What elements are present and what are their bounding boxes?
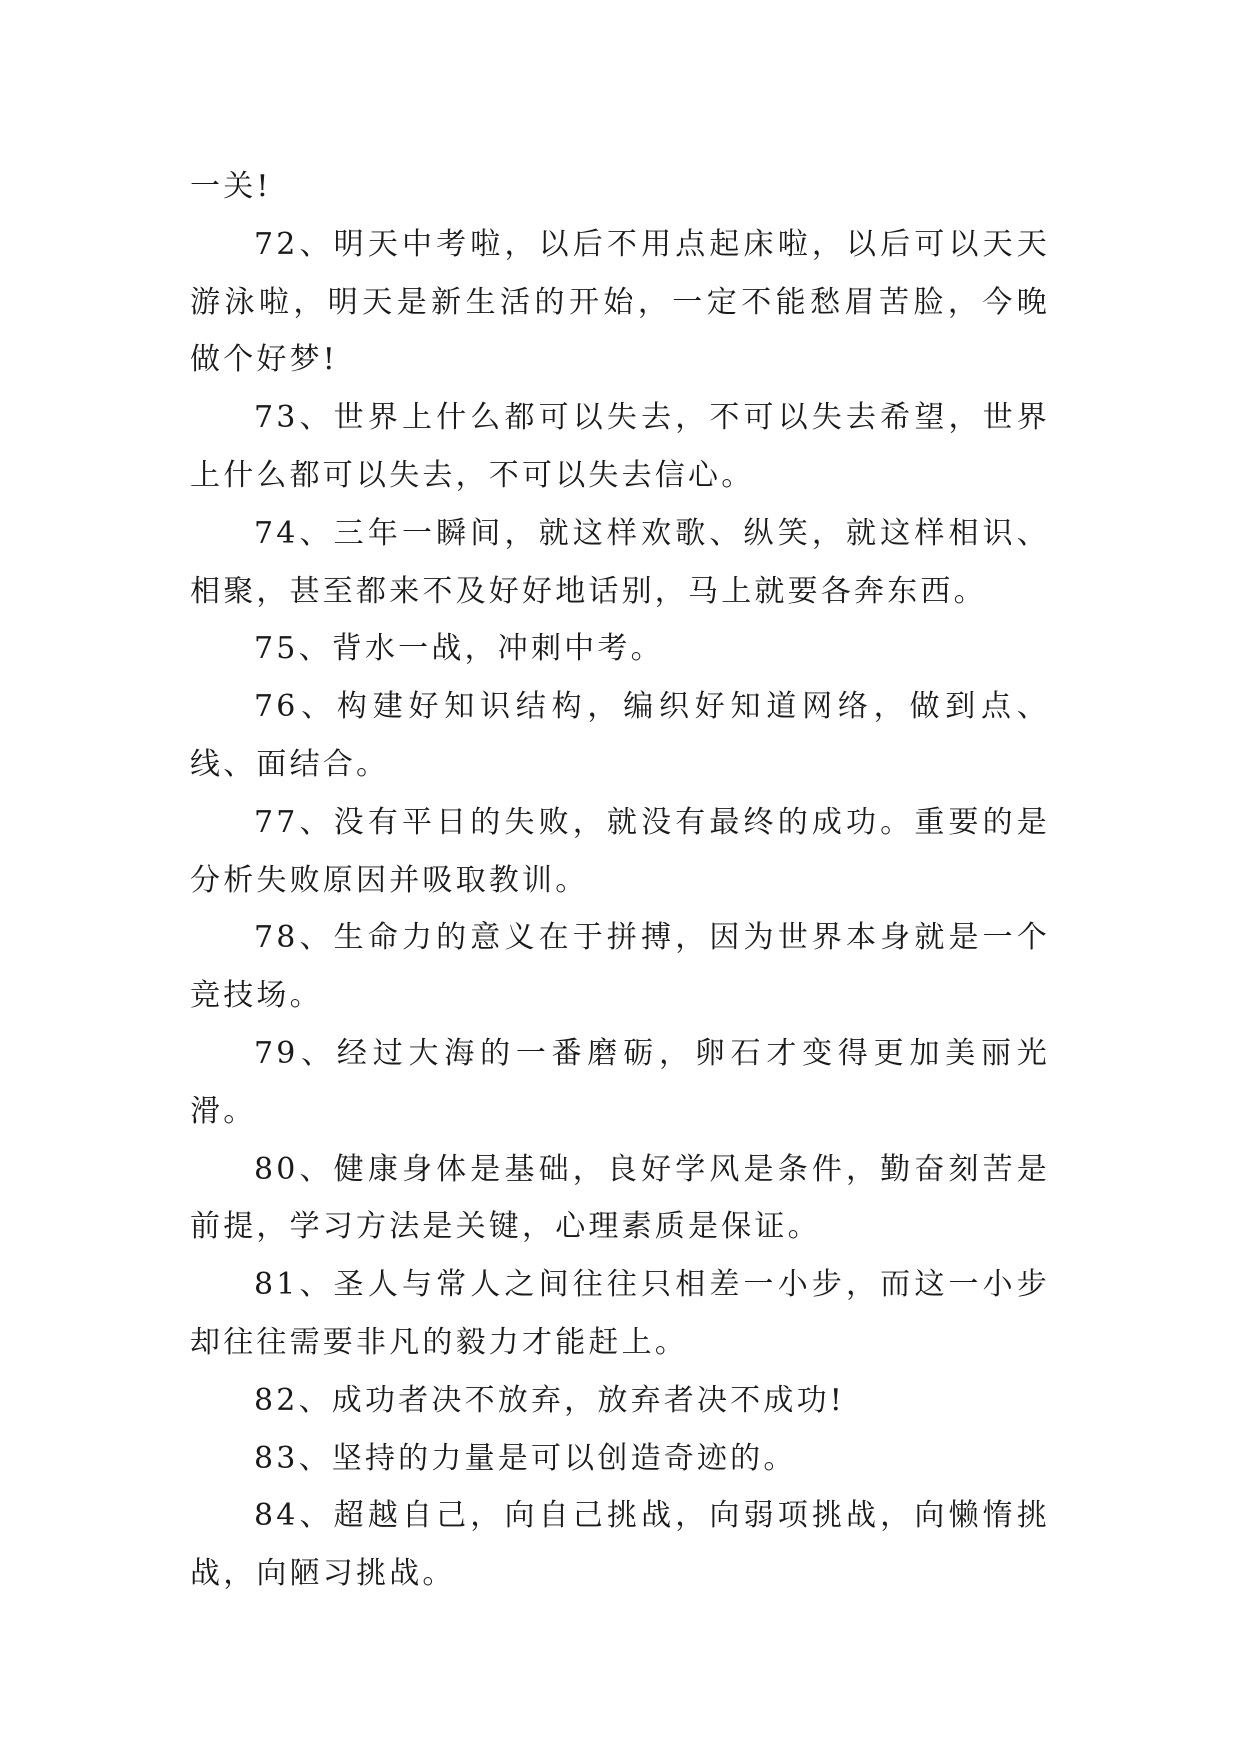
paragraph-78: 78、生命力的意义在于拼搏，因为世界本身就是一个竞技场。: [190, 920, 1050, 1014]
paragraph-73: 73、世界上什么都可以失去，不可以失去希望，世界上什么都可以失去，不可以失去信心。: [190, 400, 1050, 493]
paragraph-80: 80、健康身体是基础，良好学风是条件，勤奋刻苦是前提，学习方法是关键，心理素质是保证。: [190, 1151, 1050, 1245]
paragraph-75: 75、背水一战，冲刺中考。: [254, 631, 664, 667]
paragraph-84: 84、超越自己，向自己挑战，向弱项挑战，向懒惰挑战，向陋习挑战。: [190, 1498, 1050, 1592]
paragraph-72: 72、明天中考啦，以后不用点起床啦，以后可以天天游泳啦，明天是新生活的开始，一定不能愁眉苦脸，今晚做个好梦!: [190, 226, 1050, 378]
document-body: [190, 158, 1050, 1603]
paragraph-82: 82、成功者决不放弃，放弃者决不成功!: [254, 1382, 846, 1418]
paragraph-76: 76、构建好知识结构，编织好知道网络，做到点、线、面结合。: [190, 689, 1050, 782]
paragraph-74: 74、三年一瞬间，就这样欢歌、纵笑，就这样相识、相聚，甚至都来不及好好地话别，马上就要各奔东西。: [190, 515, 1050, 609]
paragraph-79: 79、经过大海的一番磨砺，卵石才变得更加美丽光滑。: [190, 1035, 1050, 1129]
paragraph-77: 77、没有平日的失败，就没有最终的成功。重要的是分析失败原因并吸取教训。: [190, 804, 1050, 898]
paragraph-83: 83、坚持的力量是可以创造奇迹的。: [254, 1440, 797, 1476]
paragraph-81: 81、圣人与常人之间往往只相差一小步，而这一小步却往往需要非凡的毅力才能赶上。: [190, 1267, 1050, 1360]
paragraph-continuation: 一关!: [190, 169, 272, 204]
